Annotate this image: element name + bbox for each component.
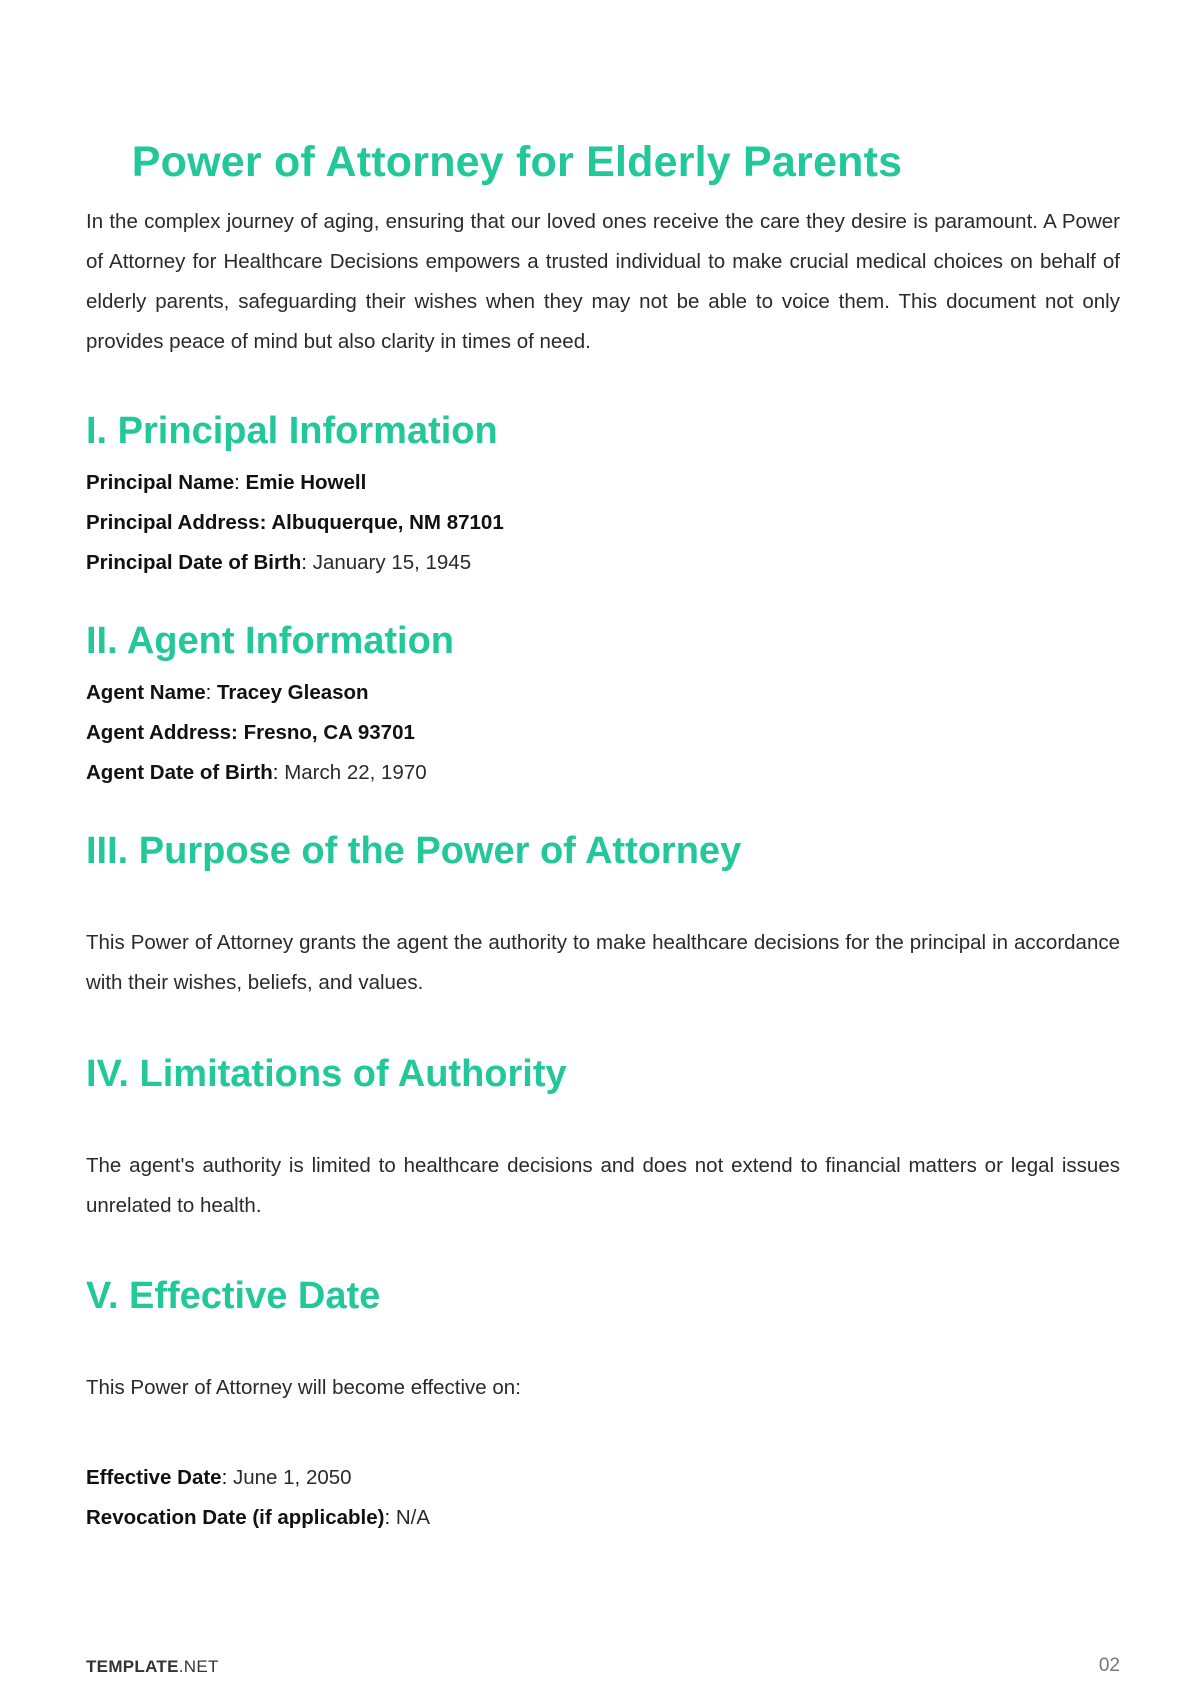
principal-name-field: Principal Name: Emie Howell (86, 471, 367, 494)
agent-address-field: Agent Address: Fresno, CA 93701 (86, 721, 415, 744)
effective-section-heading: V. Effective Date (86, 1275, 381, 1317)
revocation-date-field: Revocation Date (if applicable): N/A (86, 1506, 431, 1529)
principal-dob-value: January 15, 1945 (312, 551, 472, 574)
agent-dob-label: Agent Date of Birth (86, 761, 273, 784)
agent-name-value: Tracey Gleason (217, 681, 369, 704)
principal-dob-field: Principal Date of Birth: January 15, 1945 (86, 551, 472, 574)
principal-address-value: Albuquerque, NM 87101 (271, 511, 504, 534)
footer-brand-strong: TEMPLATE (86, 1657, 179, 1676)
principal-address-field: Principal Address: Albuquerque, NM 87101 (86, 511, 504, 534)
agent-section-heading: II. Agent Information (86, 620, 455, 662)
agent-dob-field: Agent Date of Birth: March 22, 1970 (86, 761, 427, 784)
agent-name-field: Agent Name: Tracey Gleason (86, 681, 369, 704)
principal-name-value: Emie Howell (245, 471, 367, 494)
footer-brand-rest: .NET (178, 1657, 219, 1676)
page-number: 02 (1098, 1655, 1120, 1676)
principal-section-heading: I. Principal Information (86, 410, 498, 452)
purpose-section-heading: III. Purpose of the Power of Attorney (86, 830, 742, 872)
revocation-date-label: Revocation Date (if applicable) (86, 1506, 385, 1529)
agent-address-value: Fresno, CA 93701 (243, 721, 415, 744)
agent-dob-value: March 22, 1970 (284, 761, 427, 784)
document-title: Power of Attorney for Elderly Parents (131, 138, 903, 186)
effective-date-label: Effective Date (86, 1466, 222, 1489)
purpose-paragraph: This Power of Attorney grants the agent the authority to make healthcare decisions for the principal in accordance with their wishes, beliefs, and values. (86, 931, 1120, 994)
principal-name-label: Principal Name (86, 471, 235, 494)
limitations-paragraph: The agent's authority is limited to healthcare decisions and does not extend to financial matters or legal issues unrelated to health. (86, 1154, 1120, 1217)
agent-address-label: Agent Address (86, 721, 232, 744)
effective-date-field: Effective Date: June 1, 2050 (86, 1466, 352, 1489)
limitations-section-heading: IV. Limitations of Authority (86, 1053, 567, 1095)
intro-paragraph: In the complex journey of aging, ensuring that our loved ones receive the care they desire is paramount. A Power of Attorney for Healthcare Decisions empowers a trusted individual to make crucial medical choices on behalf of elderly parents, safeguarding their wishes when they may not be able to voice them. This document not only provides peace of mind but also clarity in times of need. (86, 210, 1120, 353)
principal-address-label: Principal Address (86, 511, 260, 534)
agent-name-label: Agent Name (86, 681, 206, 704)
principal-dob-label: Principal Date of Birth (86, 551, 302, 574)
effective-intro-text: This Power of Attorney will become effective on: (86, 1376, 521, 1399)
revocation-date-value: N/A (395, 1506, 431, 1529)
footer-brand-logo (86, 1657, 219, 1677)
effective-date-value: June 1, 2050 (233, 1466, 352, 1489)
